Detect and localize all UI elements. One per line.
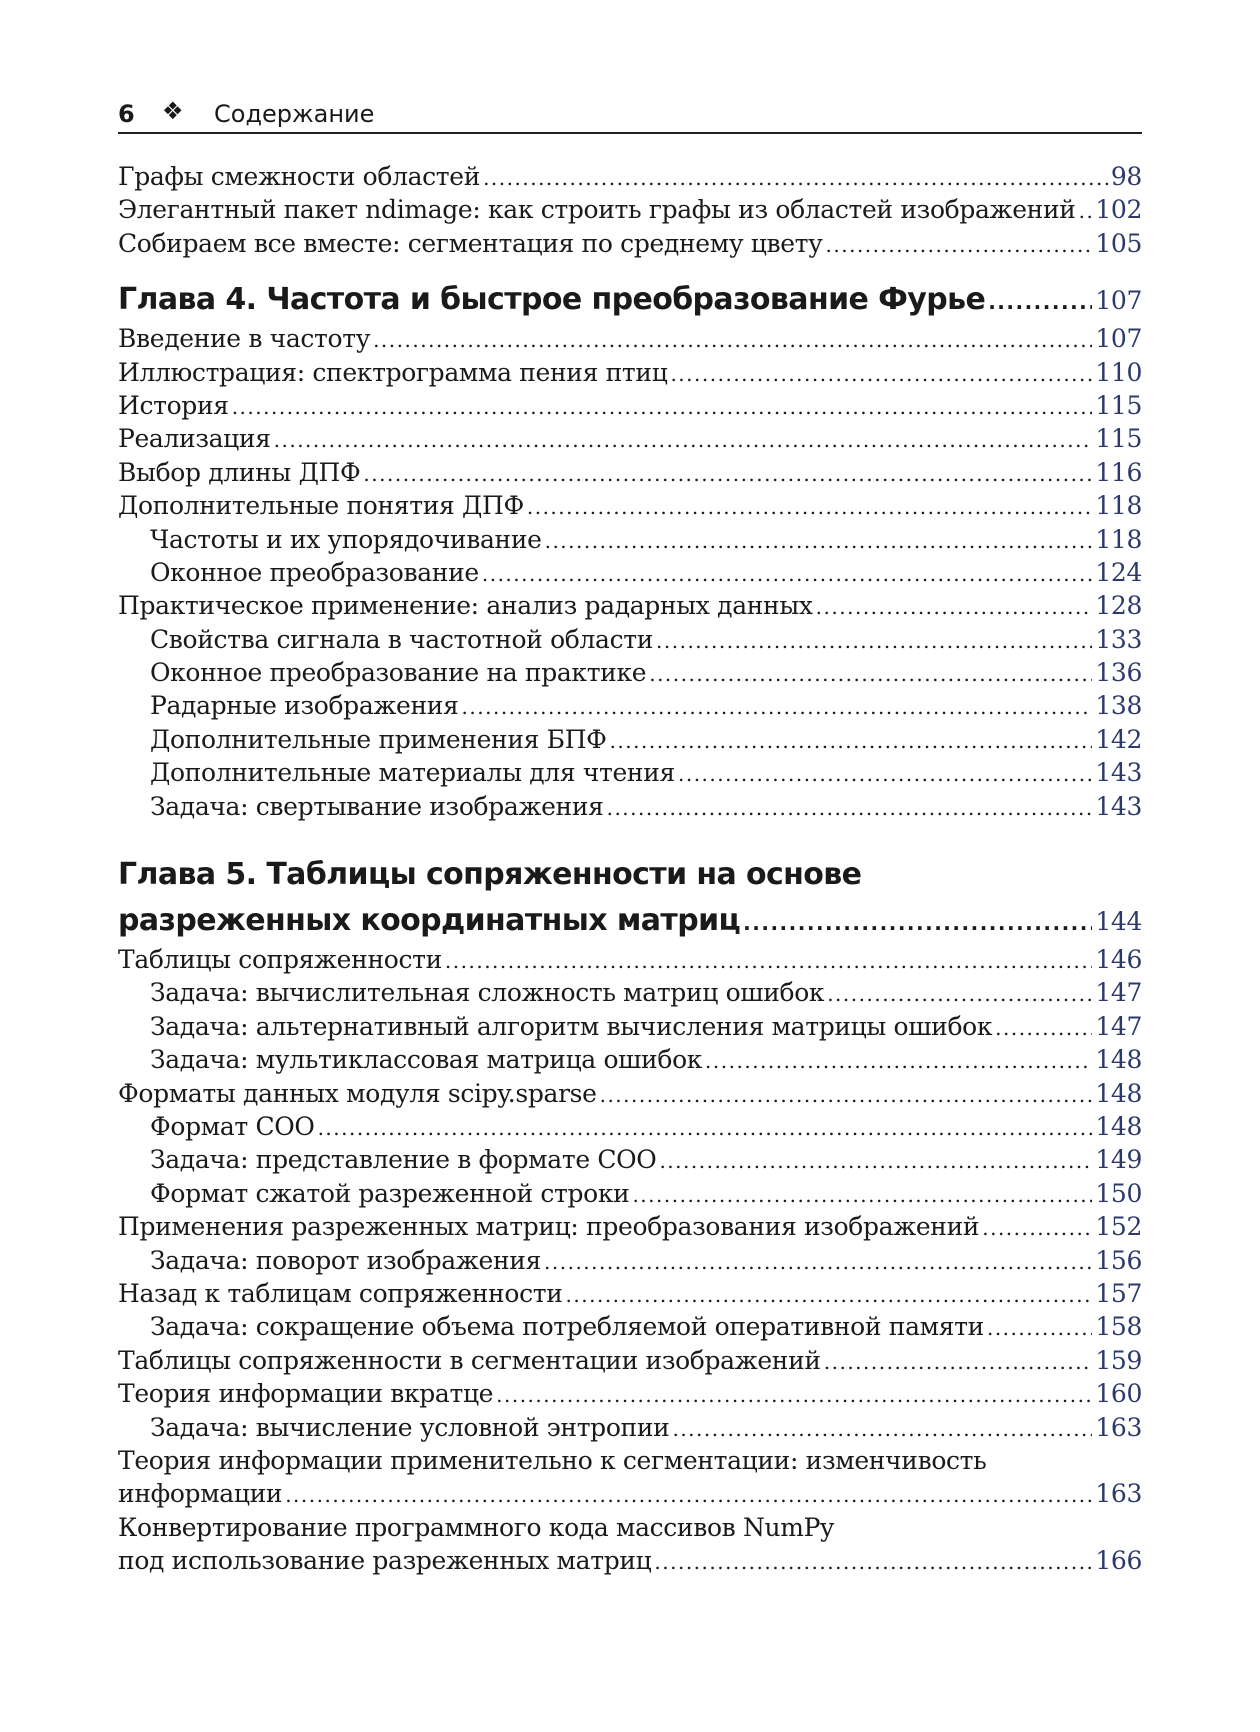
toc-entry[interactable]: Форматы данных модуля scipy.sparse ..... 148 [118,1079,1142,1112]
toc-subentry[interactable]: Задача: сокращение объема потребляемой оперативной памяти ..... 158 [118,1312,1142,1345]
page-ref: 150 [1095,1178,1142,1208]
page-ref: 116 [1095,457,1142,487]
toc-entry[interactable]: Назад к таблицам сопряженности ..... 157 [118,1279,1142,1312]
toc-entry[interactable]: Теория информации вкратце ..... 160 [118,1379,1142,1412]
page-ref: 149 [1095,1145,1142,1175]
page-ref: 163 [1095,1412,1142,1442]
page-ref: 160 [1095,1379,1142,1409]
page-ref: 159 [1095,1345,1142,1375]
toc-subentry[interactable]: Задача: вычисление условной энтропии ..... 163 [118,1413,1142,1446]
toc-subentry[interactable]: Оконное преобразование на практике ..... 136 [118,658,1142,691]
page-ref: 136 [1095,658,1142,688]
toc-subentry[interactable]: Задача: свертывание изображения ..... 143 [118,792,1142,825]
page-ref: 98 [1110,162,1142,191]
toc-entry-line1[interactable]: Теория информации применительно к сегментации: изменчивость [118,1445,987,1475]
running-header [118,96,1142,134]
toc-entry[interactable]: Выбор длины ДПФ ..... 116 [118,458,1142,491]
toc-entry[interactable]: Практическое применение: анализ радарных данных ..... 128 [118,591,1142,624]
running-title: Содержание [214,100,375,128]
page-ref: 128 [1095,591,1142,621]
page-ref: 124 [1095,557,1142,587]
page-ref: 133 [1095,624,1142,654]
toc-subentry[interactable]: Задача: представление в формате COO ..... 149 [118,1145,1142,1178]
page-ref: 156 [1095,1245,1142,1275]
toc-entry[interactable]: Собираем все вместе: сегментация по среднему цвету ..... 105 [118,229,1142,262]
page-ref: 107 [1095,286,1142,316]
page-ref: 148 [1095,1111,1142,1141]
ornament-icon: ❖ [162,97,184,125]
page-ref: 152 [1095,1212,1142,1242]
page-ref: 144 [1095,907,1142,937]
page-ref: 148 [1095,1045,1142,1075]
page-ref: 166 [1095,1546,1142,1576]
table-of-contents [118,162,1142,1579]
toc-subentry[interactable]: Радарные изображения ..... 138 [118,691,1142,724]
page-ref: 148 [1095,1078,1142,1108]
toc-subentry[interactable]: Задача: вычислительная сложность матриц ошибок ..... 147 [118,978,1142,1011]
page-ref: 110 [1095,357,1142,387]
toc-entry[interactable]: Реализация ..... 115 [118,424,1142,457]
toc-entry[interactable]: Применения разреженных матриц: преобразования изображений ..... 152 [118,1212,1142,1245]
toc-subentry[interactable]: Оконное преобразование ..... 124 [118,558,1142,591]
page-ref: 115 [1095,390,1142,420]
toc-entry[interactable]: Графы смежности областей ..... 98 [118,162,1142,195]
page-ref: 118 [1095,491,1142,521]
toc-entry[interactable]: под использование разреженных матриц ..... 166 [118,1546,1142,1579]
toc-entry[interactable]: Введение в частоту ..... 107 [118,324,1142,357]
toc-subentry[interactable]: Задача: мультиклассовая матрица ошибок ..... 148 [118,1045,1142,1078]
chapter-4-heading[interactable]: Глава 4. Частота и быстрое преобразование Фурье ..... 107 [118,282,1142,324]
chapter-5-heading-line1[interactable]: Глава 5. Таблицы сопряженности на основе [118,857,862,893]
toc-subentry[interactable]: Формат COO ..... 148 [118,1112,1142,1145]
toc-entry[interactable]: информации ..... 163 [118,1479,1142,1512]
page-ref: 138 [1095,691,1142,721]
page-ref: 118 [1095,524,1142,554]
toc-subentry[interactable]: Дополнительные материалы для чтения ..... 143 [118,758,1142,791]
toc-entry[interactable]: Таблицы сопряженности в сегментации изображений ..... 159 [118,1346,1142,1379]
page-number: 6 [118,100,135,128]
toc-subentry[interactable]: Задача: поворот изображения ..... 156 [118,1246,1142,1279]
page-ref: 147 [1095,1011,1142,1041]
page-ref: 105 [1095,228,1142,258]
toc-entry[interactable]: Таблицы сопряженности ..... 146 [118,945,1142,978]
toc-subentry[interactable]: Задача: альтернативный алгоритм вычисления матрицы ошибок ..... 147 [118,1012,1142,1045]
page-ref: 142 [1095,724,1142,754]
page-ref: 107 [1095,324,1142,354]
toc-subentry[interactable]: Формат сжатой разреженной строки ..... 150 [118,1179,1142,1212]
page-ref: 115 [1095,424,1142,454]
page-ref: 147 [1095,978,1142,1008]
page-ref: 146 [1095,945,1142,975]
toc-entry-line1[interactable]: Конвертирование программного кода массивов NumPy [118,1512,834,1542]
toc-entry[interactable]: Элегантный пакет ndimage: как строить графы из областей изображений ..... 102 [118,195,1142,228]
page-ref: 102 [1095,195,1142,225]
toc-entry[interactable]: Иллюстрация: спектрограмма пения птиц ..... 110 [118,358,1142,391]
toc-subentry[interactable]: Свойства сигнала в частотной области ..... 133 [118,625,1142,658]
toc-entry[interactable]: Дополнительные понятия ДПФ ..... 118 [118,491,1142,524]
page-ref: 158 [1095,1312,1142,1342]
chapter-5-heading[interactable]: разреженных координатных матриц ..... 144 [118,903,1142,945]
toc-subentry[interactable]: Дополнительные применения БПФ ..... 142 [118,725,1142,758]
page-ref: 163 [1095,1479,1142,1509]
page-ref: 157 [1095,1278,1142,1308]
toc-entry[interactable]: История ..... 115 [118,391,1142,424]
page-ref: 143 [1095,758,1142,788]
page-ref: 143 [1095,791,1142,821]
toc-subentry[interactable]: Частоты и их упорядочивание ..... 118 [118,525,1142,558]
